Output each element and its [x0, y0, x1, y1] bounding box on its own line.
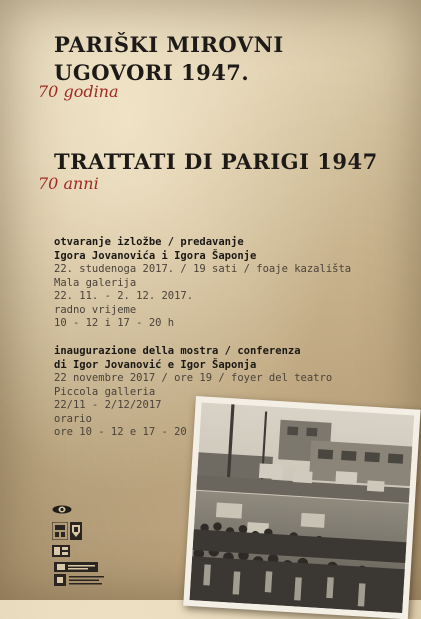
italian-dates: 22/11 - 2/12/2017	[54, 399, 162, 411]
croatian-date-time: 22. studenoga 2017. / 19 sati / foaje kazališta	[54, 263, 352, 275]
title-croatian-line2: UGOVORI 1947.	[54, 60, 250, 85]
shield-logo-icon	[70, 522, 82, 540]
italian-date-time: 22 novembre 2017 / ore 19 / foyer del teatro	[54, 372, 333, 384]
croatian-dates: 22. 11. - 2. 12. 2017.	[54, 290, 194, 302]
croatian-event-info	[54, 236, 351, 331]
italian-gallery: Piccola galleria	[54, 385, 156, 398]
croatian-hours-label: radno vrijeme	[54, 303, 137, 316]
eye-logo-icon	[52, 505, 72, 514]
title-croatian-line1: PARIŠKI MIROVNI	[54, 32, 284, 57]
crowd-march-photo	[190, 402, 415, 613]
title-italian: TRATTATI DI PARIGI 1947	[54, 149, 378, 174]
croatian-hours: 10 - 12 i 17 - 20 h	[54, 317, 175, 329]
italian-heading: inaugurazione della mostra / conferenza	[54, 345, 301, 357]
emblem-logo-icon	[52, 522, 68, 540]
italian-speakers: di Igor Jovanović e Igor Šaponja	[54, 358, 257, 371]
anniversary-italian: 70 anni	[38, 174, 99, 193]
italian-hours: ore 10 - 12 e 17 - 20	[54, 426, 187, 438]
italian-hours-label: orario	[54, 412, 92, 425]
historical-photo	[183, 396, 420, 619]
croatian-heading: otvaranje izložbe / predavanje	[54, 236, 244, 248]
banner-logo-icon	[54, 562, 98, 572]
croatian-gallery: Mala galerija	[54, 276, 137, 289]
anniversary-croatian: 70 godina	[38, 82, 119, 101]
institution-logo-icon	[52, 545, 70, 557]
croatian-speakers: Igora Jovanovića i Igora Šaponje	[54, 249, 257, 262]
community-logo-icon	[54, 574, 106, 586]
